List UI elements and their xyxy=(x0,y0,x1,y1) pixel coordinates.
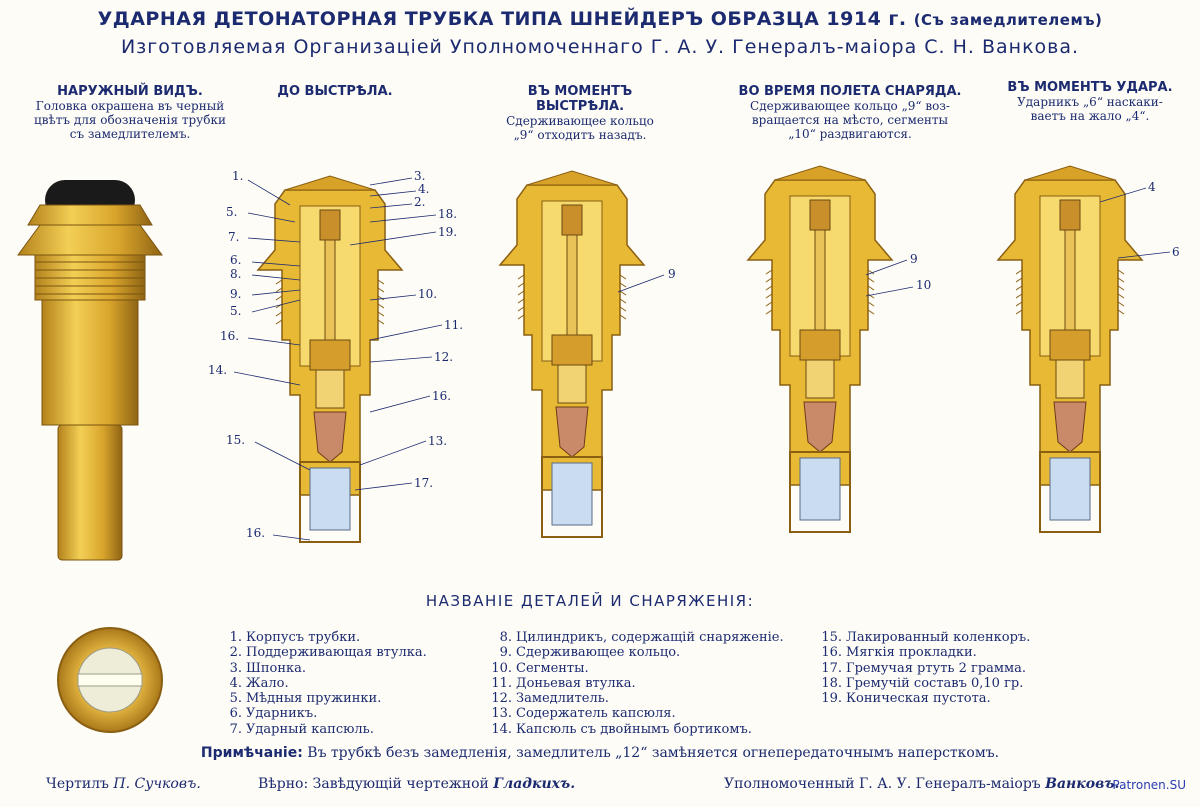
part-item: 15. Лакированный коленкоръ. xyxy=(821,630,1031,645)
callout: 6. xyxy=(230,253,242,267)
column-exterior-line: цвѣтъ для обозначенiя трубки xyxy=(34,113,226,127)
part-item: 10. Сегменты. xyxy=(491,660,589,676)
note xyxy=(0,745,1200,761)
callout: 4. xyxy=(418,182,430,196)
part-item: 1. Корпусъ трубки. xyxy=(229,630,361,645)
callout: 12. xyxy=(434,350,454,364)
part-item: 7. Ударный капсюль. xyxy=(229,721,374,737)
exterior-view xyxy=(18,180,162,560)
title-suffix: (Съ замедлителемъ) xyxy=(913,11,1103,29)
section-at-shot xyxy=(500,171,644,537)
callout: 4 xyxy=(1148,180,1156,194)
column-exterior-line: съ замедлителемъ. xyxy=(69,127,191,141)
part-item: 19. Коническая пустота. xyxy=(821,691,991,707)
column-in-flight-line: вращается на мѣсто, сегменты xyxy=(751,113,949,127)
part-item: 17. Гремучая ртуть 2 грамма. xyxy=(821,660,1027,676)
part-item: 13. Содержатель капсюля. xyxy=(491,706,676,722)
callout: 16. xyxy=(220,329,240,343)
part-item: 14. Капсюль съ двойнымъ бортикомъ. xyxy=(491,721,752,737)
callout: 9 xyxy=(910,252,918,266)
parts-column-3 xyxy=(820,630,1030,706)
watermark: Patronen.SU xyxy=(1112,778,1186,792)
callout: 11. xyxy=(444,318,464,332)
footer-authorized: Уполномоченный Г. А. У. Генералъ-маiоръ Ванковъ. xyxy=(724,776,1120,792)
callout: 2. xyxy=(414,195,426,209)
callout: 7. xyxy=(228,230,240,244)
part-item: 9. Сдерживающее кольцо. xyxy=(499,645,681,661)
part-item: 2. Поддерживающая втулка. xyxy=(229,645,427,661)
callout: 14. xyxy=(208,363,228,377)
bottom-view xyxy=(58,628,162,732)
callout: 19. xyxy=(438,225,458,239)
title-main: УДАРНАЯ ДЕТОНАТОРНАЯ ТРУБКА ТИПА ШНЕЙДЕРЪ ОБРАЗЦА 1914 г. xyxy=(97,8,907,30)
part-item: 4. Жало. xyxy=(229,675,289,691)
column-at-shot-line: „9“ отходитъ назадъ. xyxy=(513,128,647,142)
callout: 9. xyxy=(230,287,242,301)
column-at-shot-heading-1: ВЪ МОМЕНТЪ xyxy=(527,84,633,99)
part-item: 8. Цилиндрикъ, содержащiй снаряженiе. xyxy=(499,630,784,645)
part-item: 16. Мягкiя прокладки. xyxy=(821,645,977,661)
section-in-flight xyxy=(748,166,892,532)
section-at-impact xyxy=(998,166,1142,532)
column-in-flight-line: „10“ раздвигаются. xyxy=(788,127,912,141)
footer-drawn-by: Чертилъ П. Сучковъ. xyxy=(46,776,201,792)
callout: 16. xyxy=(246,526,266,540)
part-item: 6. Ударникъ. xyxy=(229,706,318,722)
note-text: Въ трубкѣ безъ замедленiя, замедлитель „12“ замѣняется огнепередаточнымъ наперсткомъ. xyxy=(307,745,1000,761)
part-item: 5. Мѣдныя пружинки. xyxy=(229,691,382,707)
column-in-flight-heading: ВО ВРЕМЯ ПОЛЕТА СНАРЯДА. xyxy=(738,84,962,99)
parts-column-1 xyxy=(220,630,427,737)
callout: 5. xyxy=(230,304,242,318)
footer-verified: Вѣрно: Завѣдующiй чертежной Гладкихъ. xyxy=(258,776,576,792)
callout: 10. xyxy=(418,287,438,301)
column-at-impact-line: Ударникъ „6“ наскаки- xyxy=(1017,95,1163,109)
parts-column-2 xyxy=(490,630,784,737)
column-at-impact-line: ваетъ на жало „4“. xyxy=(1030,109,1150,123)
part-item: 3. Шпонка. xyxy=(229,660,306,676)
callout: 13. xyxy=(428,434,448,448)
callout: 3. xyxy=(414,169,426,183)
callout: 17. xyxy=(414,476,434,490)
column-at-impact-heading: ВЪ МОМЕНТЪ УДАРА. xyxy=(1007,80,1173,95)
part-item: 18. Гремучiй составъ 0,10 гр. xyxy=(821,675,1024,691)
callout: 5. xyxy=(226,205,238,219)
page-subtitle: Изготовляемая Организацiей Уполномоченнаго Г. А. У. Генералъ-маiора С. Н. Ванкова. xyxy=(120,36,1080,58)
column-exterior-line: Головка окрашена въ черный xyxy=(35,99,225,113)
part-item: 12. Замедлитель. xyxy=(491,691,609,707)
callout: 10 xyxy=(916,278,932,292)
column-at-shot-heading-2: ВЫСТРѢЛА. xyxy=(535,99,625,114)
column-before-shot-heading: ДО ВЫСТРѢЛА. xyxy=(277,84,393,99)
note-label: Примѣчанiе: xyxy=(200,745,303,761)
callout: 15. xyxy=(226,433,246,447)
callout: 18. xyxy=(438,207,458,221)
callout: 8. xyxy=(230,267,242,281)
callout: 16. xyxy=(432,389,452,403)
parts-title: НАЗВАНIЕ ДЕТАЛЕЙ И СНАРЯЖЕНIЯ: xyxy=(425,592,755,610)
column-in-flight-line: Сдерживающее кольцо „9“ воз- xyxy=(750,99,950,113)
part-item: 11. Доньевая втулка. xyxy=(491,675,636,691)
column-at-shot-line: Сдерживающее кольцо xyxy=(506,114,654,128)
callout: 6 xyxy=(1172,245,1180,259)
callout: 9 xyxy=(668,267,676,281)
column-exterior-heading: НАРУЖНЫЙ ВИДЪ. xyxy=(57,84,203,99)
callout: 1. xyxy=(232,169,244,183)
